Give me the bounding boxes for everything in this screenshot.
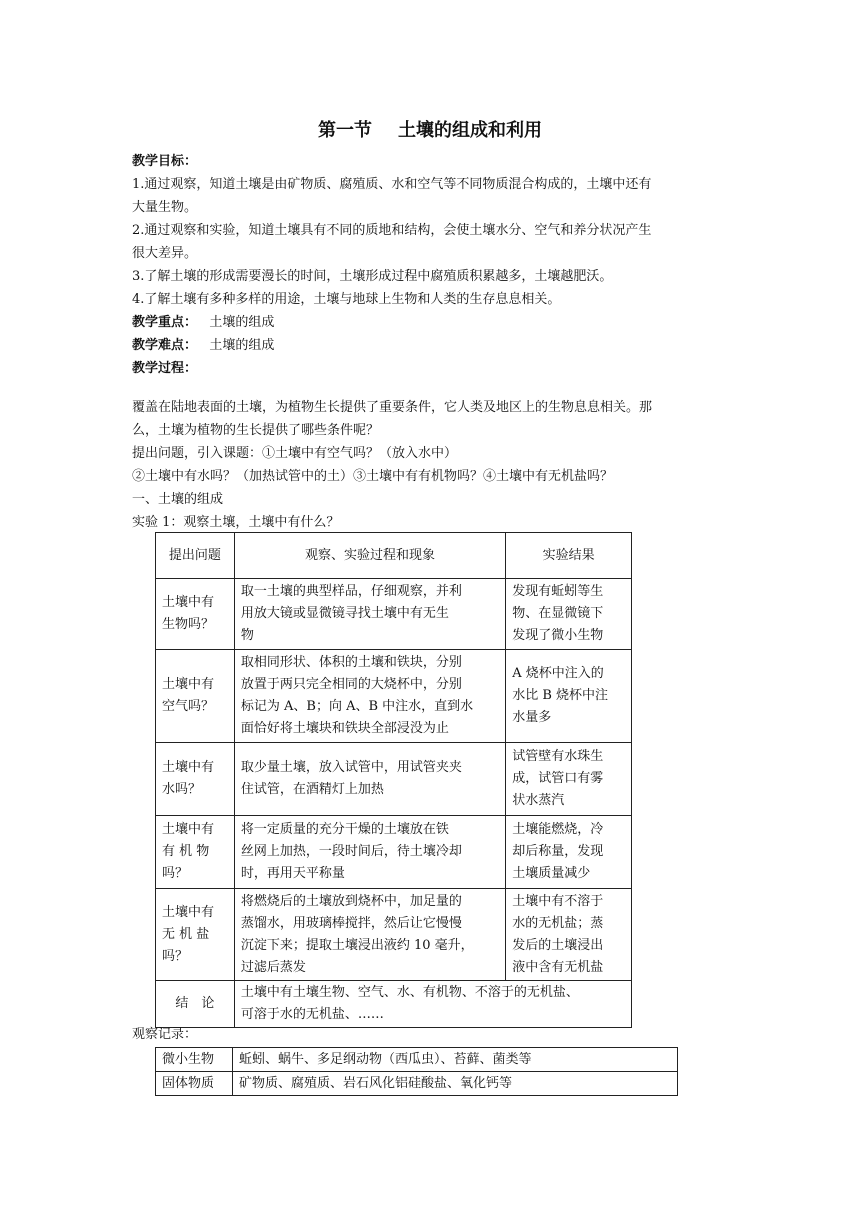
table-row (156, 579, 632, 650)
row-result: 发现有蚯蚓等生 物、在显微镜下 发现了微小生物 (506, 579, 632, 650)
intro-text (132, 396, 736, 534)
intro-line: 覆盖在陆地表面的土壤，为植物生长提供了重要条件，它人类及地区上的生物息息相关。那 (132, 400, 653, 415)
row-result: 试管壁有水珠生 成，试管口有雾 状水蒸汽 (506, 743, 632, 816)
table-row (156, 1048, 678, 1072)
observation-record-table (155, 1047, 678, 1096)
key-point-label: 教学重点： (132, 315, 198, 330)
row-question: 土壤中有 有 机 物 吗？ (156, 816, 235, 889)
experiment-table (155, 532, 632, 1028)
page-title (0, 116, 860, 142)
intro-line: 么，土壤为植物的生长提供了哪些条件呢？ (132, 423, 380, 438)
key-point-value: 土壤的组成 (209, 315, 275, 330)
difficult-point-label: 教学难点： (132, 338, 198, 353)
row-process: 将一定质量的充分干燥的土壤放在铁 丝网上加热，一段时间后，待土壤冷却 时，再用天平称量 (234, 816, 505, 889)
header-result: 实验结果 (506, 533, 632, 579)
section-number: 第一节 (318, 120, 372, 141)
row-result: A 烧杯中注入的 水比 B 烧杯中注 水量多 (506, 650, 632, 743)
header-question: 提出问题 (156, 533, 235, 579)
goal-line: 4.了解土壤有多种多样的用途，土壤与地球上生物和人类的生存息息相关。 (132, 292, 561, 307)
goal-line: 很大差异。 (132, 246, 198, 261)
record-value: 矿物质、腐殖质、岩石风化铝硅酸盐、氧化钙等 (233, 1072, 678, 1096)
table-row (156, 816, 632, 889)
intro-line: ②土壤中有水吗？（加热试管中的土）③土壤中有有机物吗？④土壤中有无机盐吗？ (132, 469, 614, 484)
row-process: 取少量土壤，放入试管中，用试管夹夹 住试管，在酒精灯上加热 (234, 743, 505, 816)
intro-line: 提出问题，引入课题：①土壤中有空气吗？（放入水中） (132, 446, 458, 461)
row-question: 土壤中有 空气吗？ (156, 650, 235, 743)
difficult-point-value: 土壤的组成 (209, 338, 275, 353)
row-question: 土壤中有 水吗？ (156, 743, 235, 816)
table-row (156, 650, 632, 743)
goal-line: 2.通过观察和实验，知道土壤具有不同的质地和结构，会使土壤水分、空气和养分状况产生 (132, 223, 652, 238)
record-heading-wrap (132, 1023, 736, 1046)
teaching-goals (132, 150, 736, 380)
key-point (132, 311, 736, 334)
row-question: 土壤中有 无 机 盐 吗？ (156, 889, 235, 981)
table-header-row (156, 533, 632, 579)
record-heading: 观察记录： (132, 1027, 198, 1042)
record-key: 固体物质 (156, 1072, 233, 1096)
table-row (156, 743, 632, 816)
goals-heading: 教学目标： (132, 154, 198, 169)
record-value: 蚯蚓、蜗牛、多足纲动物（西瓜虫）、苔藓、菌类等 (233, 1048, 678, 1072)
goal-line: 大量生物。 (132, 200, 198, 215)
goal-line: 3.了解土壤的形成需要漫长的时间，土壤形成过程中腐殖质积累越多，土壤越肥沃。 (132, 269, 613, 284)
goal-line: 1.通过观察，知道土壤是由矿物质、腐殖质、水和空气等不同物质混合构成的，土壤中还有 (132, 177, 652, 192)
difficult-point (132, 334, 736, 357)
table-row (156, 1072, 678, 1096)
section-heading: 一、土壤的组成 (132, 492, 224, 507)
row-question: 土壤中有 生物吗？ (156, 579, 235, 650)
conclusion-label: 结 论 (156, 981, 235, 1028)
row-process: 将燃烧后的土壤放到烧杯中，加足量的 蒸馏水，用玻璃棒搅拌，然后让它慢慢 沉淀下来；提取土壤浸出液约 10 毫升， 过滤后蒸发 (234, 889, 505, 981)
process-heading: 教学过程： (132, 361, 198, 376)
section-name: 土壤的组成和利用 (398, 120, 542, 141)
experiment-title: 实验 1：观察土壤，土壤中有什么？ (132, 515, 340, 530)
conclusion-row (156, 981, 632, 1028)
record-key: 微小生物 (156, 1048, 233, 1072)
row-result: 土壤能燃烧，冷 却后称量，发现 土壤质量减少 (506, 816, 632, 889)
row-process: 取一土壤的典型样品，仔细观察，并利 用放大镜或显微镜寻找土壤中有无生 物 (234, 579, 505, 650)
row-process: 取相同形状、体积的土壤和铁块，分别 放置于两只完全相同的大烧杯中，分别 标记为 A、B；向 A、B 中注水，直到水 面恰好将土壤块和铁块全部浸没为止 (234, 650, 505, 743)
table-row (156, 889, 632, 981)
row-result: 土壤中有不溶于 水的无机盐；蒸 发后的土壤浸出 液中含有无机盐 (506, 889, 632, 981)
header-process: 观察、实验过程和现象 (234, 533, 505, 579)
conclusion-text: 土壤中有土壤生物、空气、水、有机物、不溶于的无机盐、 可溶于水的无机盐、…… (234, 981, 631, 1028)
